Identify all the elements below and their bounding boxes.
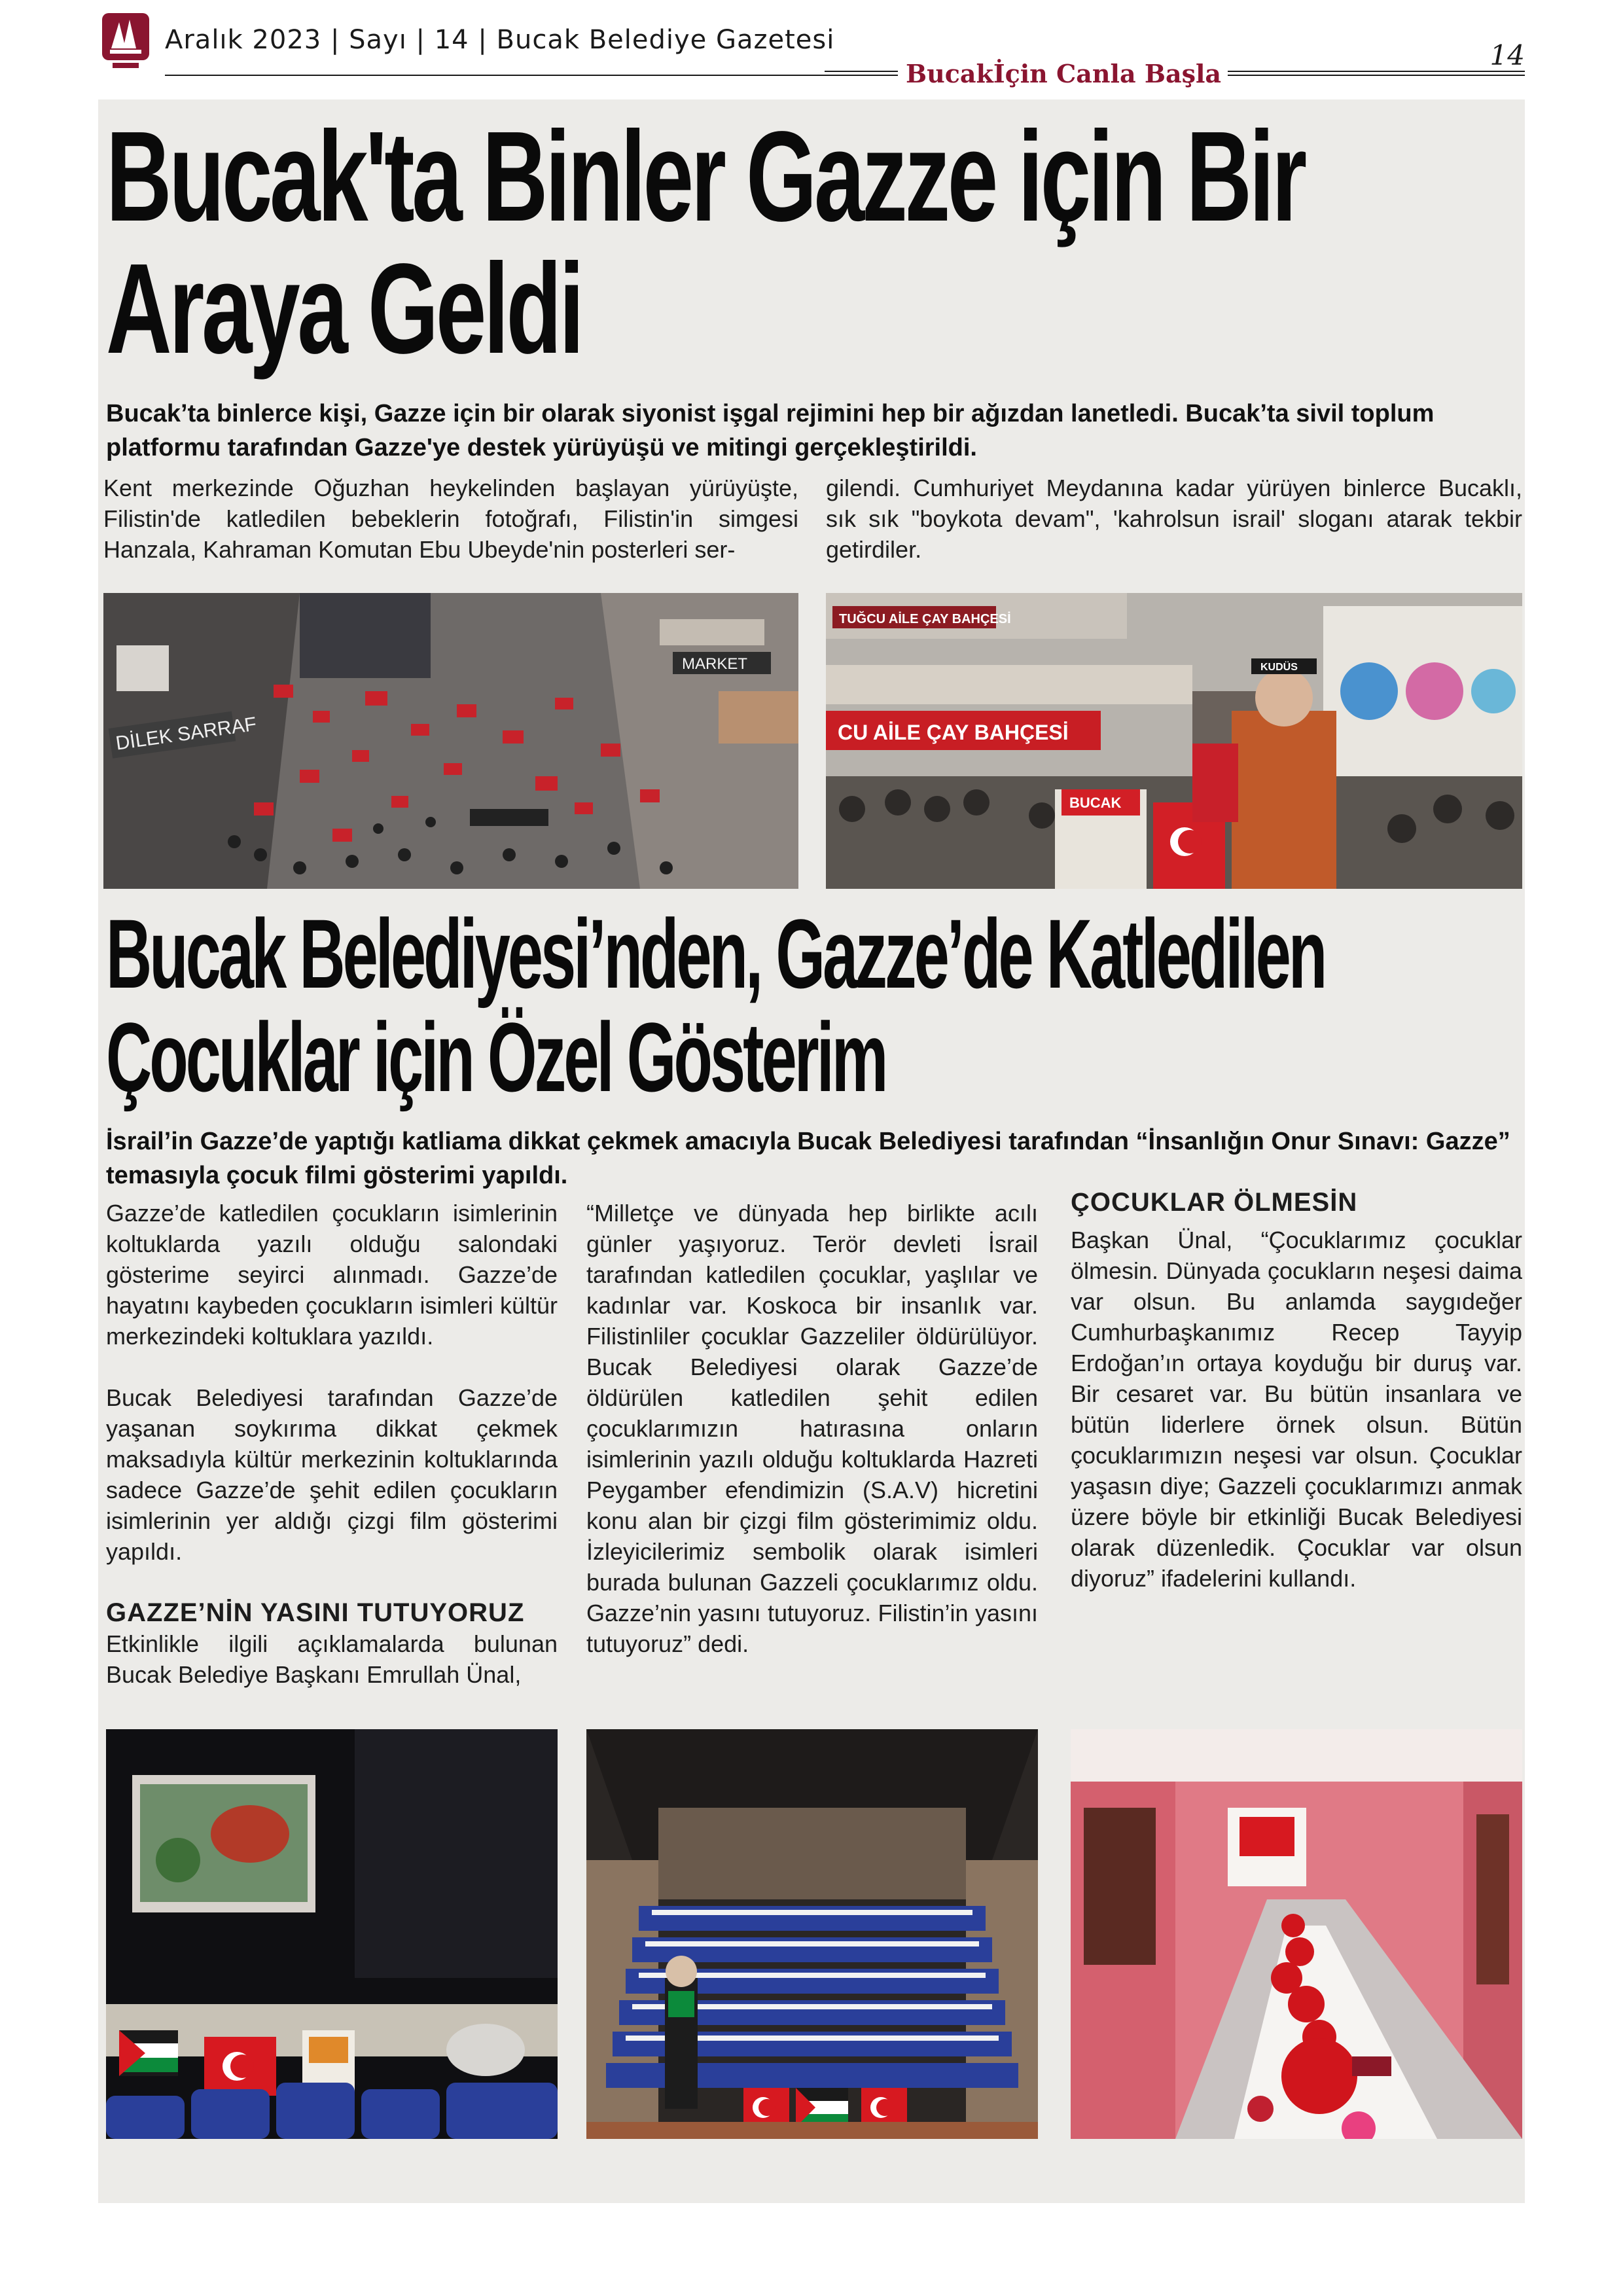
auditorium-photo — [586, 1729, 1038, 2139]
article1-lede: Bucak’ta binlerce kişi, Gazze için bir olarak siyonist işgal rejimini hep bir ağızdan lanetledi. Bucak’ta sivil toplum platformu tarafından Gazze'ye destek yürüyüşü ve mitingi gerçekleştirildi. — [106, 400, 1435, 461]
article2-col1-paragraph1: Gazze’de katledilen çocukların isimlerinin koltuklarda yazılı olduğu salondaki gösterime seyirci alınmadı. Gazze’de hayatını kaybeden çocukların isimleri kültür merkezindeki koltuklara yazıldı. — [106, 1200, 558, 1350]
issue-line: Aralık 2023 | Sayı | 14 | Bucak Belediye Gazetesi — [165, 25, 835, 55]
header-rule-right-2 — [1228, 71, 1525, 72]
rally-speech-photo — [826, 593, 1522, 889]
article1-column1: Kent merkezinde Oğuzhan heykelinden başlayan yürüyüşte, Filistin'de katledilen bebeklerin fotoğrafı, Filistin'in simgesi Hanzala, Kahraman Komutan Ebu Ubeyde'nin posterleri ser- — [103, 475, 798, 563]
article2-column3 — [1071, 1187, 1522, 1594]
article1-headline-line1: Bucak'ta Binler Gazze için Bir — [106, 105, 1304, 248]
article2-col1-paragraph3: Etkinlikle ilgili açıklamalarda bulunan Bucak Belediye Başkanı Emrullah Ünal, — [106, 1630, 558, 1688]
sign-tea-garden-top: TUĞCU AİLE ÇAY BAHÇESİ — [839, 612, 1011, 626]
article1-column2: gilendi. Cumhuriyet Meydanına kadar yürüyen binlerce Bucaklı, sık sık "boykota devam", 'kahrolsun israil' sloganı atarak tekbir getirdiler. — [826, 475, 1522, 563]
film-screening-photo — [106, 1729, 558, 2139]
article2-column2: “Milletçe ve dünyada hep birlikte acılı günler yaşıyoruz. Terör devleti İsrail tarafından katledilen çocuklar, yaşlılar ve kadınlar var. Koskoca bir insanlık var. Filistinliler çocuklar Gazzeliler öldürülüyor. Bucak Belediyesi olarak Gazze’de öldürülen katledilen şehit edilen çocuklarımızın hatırasına onların isimlerinin yazılı olduğu koltuklarda Hazreti Peygamber efendimizin (S.A.V) hicretini konu alan bir çizgi film gösterimimiz oldu. İzleyicilerimiz sembolik olarak isimleri burada bulunan Gazzeli çocuklarımız oldu. Gazze’nin yasını tutuyoruz. Filistin’in yasını tutuyoruz” dedi. — [586, 1200, 1038, 1657]
article2-col3-paragraph: Başkan Ünal, “Çocuklarımız çocuklar ölmesin. Dünyada çocukların neşesi daima var olsun. Bu anlamda saygıdeğer Cumhurbaşkanımız Recep Tayyip Erdoğan’ın ortaya koyduğu bir duruş var. Bir cesaret var. Bu bütün insanlara ve bütün liderlere örnek olsun. Bütün çocuklarımızın neşesi var olsun. Çocuklar yaşasın diye; Gazzeli çocuklarımızı anmak üzere böyle bir etkinliği Bucak Belediyesi olarak düzenledik. Çocuklar var olsun diyoruz” ifadelerini kullandı. — [1071, 1227, 1522, 1592]
header-rule-left-2 — [825, 71, 898, 72]
header-rule-left — [165, 75, 898, 76]
sign-tea-garden-red: CU AİLE ÇAY BAHÇESİ — [838, 721, 1069, 744]
article2-col1-paragraph2: Bucak Belediyesi tarafından Gazze’de yaşanan soykırıma dikkat çekmek maksadıyla kültür merkezinin koltuklarında sadece Gazze’de şehit edilen çocukların isimlerinin yer aldığı çizgi film gösterimi yapıldı. — [106, 1384, 558, 1565]
sign-market: MARKET — [682, 655, 748, 673]
article2-headline-line2: Çocuklar için Özel Gösterim — [106, 1002, 886, 1112]
podium-sign: BUCAK — [1069, 795, 1122, 811]
foyer-balloons-photo — [1071, 1729, 1522, 2139]
sign-dilek-sarraf: DİLEK SARRAF — [114, 713, 258, 755]
march-crowd-photo — [103, 593, 798, 889]
article1-headline-line2: Araya Geldi — [106, 237, 582, 380]
article2-column1 — [106, 1198, 558, 1690]
slogan: Bucakİçin Canla Başla — [906, 59, 1222, 88]
article2-lede: İsrail’in Gazze’de yaptığı katliama dikkat çekmek amacıyla Bucak Belediyesi tarafından “İnsanlığın Onur Sınavı: Gazze” temasıyla çocuk filmi gösterimi yapıldı. — [106, 1128, 1510, 1189]
headband-text: KUDÜS — [1260, 662, 1298, 673]
subhead-gazze-yasi: GAZZE’NİN YASINI TUTUYORUZ — [106, 1598, 525, 1627]
subhead-cocuklar-olmesin: ÇOCUKLAR ÖLMESİN — [1071, 1188, 1358, 1217]
bucak-municipality-logo-icon — [98, 9, 153, 72]
header-rule-right — [1228, 75, 1525, 76]
page-number: 14 — [1489, 39, 1525, 71]
article2-headline-line1: Bucak Belediyesi’nden, Gazze’de Katledilen — [106, 899, 1325, 1009]
